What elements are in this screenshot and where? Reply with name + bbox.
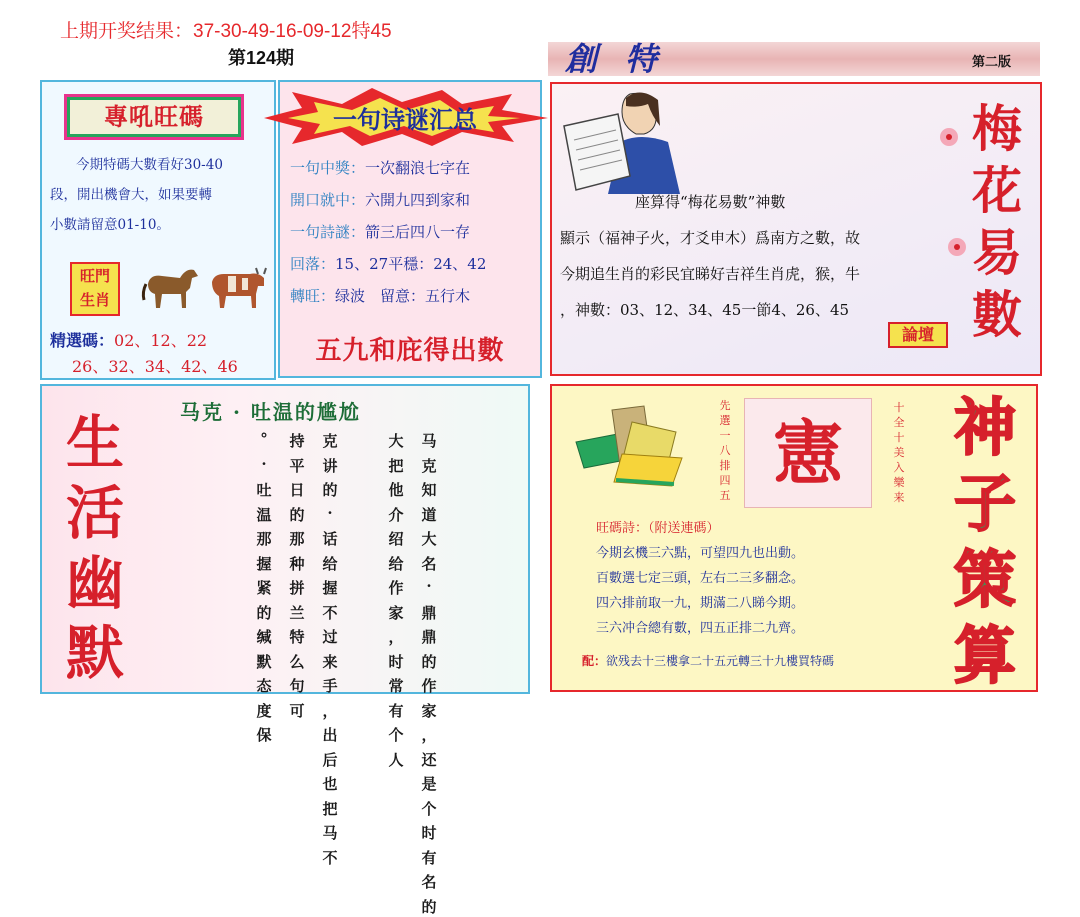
flower-icon [946, 236, 968, 258]
humor-char: ° [260, 430, 268, 448]
motto-char: 先 [719, 399, 731, 412]
humor-char: 时 [388, 652, 404, 671]
humor-char: 他 [388, 481, 404, 499]
humor-char: 名 [421, 554, 437, 573]
humor-char: 马 [421, 432, 437, 450]
humor-char: · [327, 503, 333, 522]
humor-char: 种 [289, 554, 305, 573]
text-line: 顯示（福神子火，才爻申木）爲南方之數，故 [560, 229, 861, 247]
humor-side-title: 生活幽默 [65, 409, 124, 687]
humor-char: 手 [322, 677, 338, 695]
humor-char: 后 [322, 750, 338, 769]
plum-numerology-text [560, 184, 950, 328]
humor-char: 出 [322, 726, 338, 744]
poem-row [290, 216, 540, 248]
humor-char: 的 [421, 652, 437, 671]
panel-poem-summary-title: 一句诗谜汇总 [333, 105, 477, 134]
divine-calc-poem [596, 516, 926, 641]
text-line: 段，開出機會大，如果要轉 [50, 187, 212, 203]
motto-char: 樂 [893, 476, 905, 489]
humor-char: 给 [322, 554, 338, 573]
poem-row-value: 箭三后四八一存 [365, 223, 471, 241]
humor-char: 有 [421, 848, 437, 867]
humor-char: 过 [322, 628, 338, 646]
humor-char: 鼎 [421, 603, 437, 622]
humor-char: 日 [289, 481, 305, 499]
humor-char: 话 [322, 530, 338, 548]
poem-row-label: 一句詩謎： [290, 223, 366, 241]
humor-char: 兰 [289, 603, 305, 622]
panel-hot-codes-title: 專吼旺碼 [70, 100, 238, 134]
humor-char: 不 [322, 848, 338, 867]
humor-char: · [261, 454, 267, 473]
poem-row-label: 回落： [290, 255, 336, 273]
divine-calc-side-title: 神子策算 [953, 391, 1016, 692]
humor-char: 个 [421, 799, 437, 818]
humor-char: 作 [388, 579, 404, 597]
humor-char: 保 [256, 726, 272, 744]
poem-line: 三六冲合總有數，四五正排二九齊。 [596, 621, 805, 636]
humor-char: 吐 [256, 481, 272, 499]
humor-char: 温 [256, 505, 272, 524]
humor-char: 是 [421, 775, 437, 793]
motto-char: 選 [719, 414, 731, 427]
horse-icon [140, 262, 202, 312]
motto-char: 来 [893, 491, 905, 504]
humor-char: 把 [388, 456, 404, 475]
poem-row-label: 轉旺： [290, 287, 336, 305]
badge-line: 旺門 [79, 267, 110, 285]
humor-char: 克 [322, 432, 338, 450]
humor-char: 态 [256, 677, 272, 695]
humor-char: 把 [322, 799, 338, 818]
humor-char: 不 [322, 603, 338, 622]
humor-char: 还 [421, 750, 437, 769]
selected-codes [50, 328, 276, 380]
humor-char: 马 [322, 824, 338, 842]
plum-numerology-side-title: 梅花易數 [972, 99, 1022, 344]
text-line: 座算得“梅花易數”神數 [560, 193, 786, 211]
humor-char: 讲 [322, 456, 338, 475]
motto-char: 入 [893, 461, 905, 474]
panel-hot-codes-text [50, 150, 272, 240]
humor-char: 的 [256, 603, 272, 622]
vertical-motto-left [718, 398, 732, 503]
humor-char: 个 [388, 726, 404, 744]
humor-char: 大 [421, 530, 437, 548]
humor-char: 道 [421, 505, 437, 524]
humor-char: 家 [421, 701, 437, 720]
motto-char: 四 [719, 474, 731, 487]
humor-char: 给 [388, 554, 404, 573]
text-line: 小數請留意01-10。 [50, 217, 170, 233]
humor-char: 那 [256, 530, 272, 548]
humor-char: 常 [388, 677, 404, 695]
humor-char: 的 [421, 897, 437, 916]
motto-char: 十 [893, 431, 905, 444]
humor-char: 可 [289, 701, 305, 720]
poem-row-value: 15、27平穩：24、42 [335, 255, 487, 273]
humor-char: 来 [322, 652, 338, 671]
humor-char: 么 [289, 652, 305, 671]
panel-hot-codes-title-box [64, 94, 244, 140]
books-icon [572, 402, 692, 492]
flower-icon [938, 126, 960, 148]
motto-char: 五 [719, 489, 731, 502]
poem-row-value: 六開九四到家和 [365, 191, 471, 209]
panel-poem-summary-footer: 五九和庇得出數 [315, 336, 505, 366]
humor-char: ， [322, 701, 338, 720]
poem-row [290, 280, 540, 312]
humor-char: 紧 [256, 579, 272, 597]
humor-char: 作 [421, 677, 437, 695]
humor-char: ， [421, 726, 437, 744]
text-line: 今期追生肖的彩民宜睇好吉祥生肖虎，猴，牛 [560, 265, 861, 283]
banner-version: 第二版 [972, 55, 1012, 70]
humor-char: 握 [256, 554, 272, 573]
humor-char: 持 [289, 432, 305, 450]
pei-text: 欲残去十三樓拿二十五元轉三十九樓買特碼 [606, 654, 835, 668]
poem-row [290, 152, 540, 184]
humor-char: 鼎 [421, 628, 437, 646]
text-line: ，神數：03、12、34、45一節4、26、45 [560, 301, 850, 319]
motto-char: 一 [719, 429, 731, 442]
humor-char: 人 [388, 750, 404, 769]
humor-char: 默 [256, 652, 272, 671]
humor-char: 缄 [256, 628, 272, 646]
vertical-motto-right [892, 400, 906, 505]
poem-row-value: 绿波 留意：五行木 [335, 287, 471, 305]
motto-char: 八 [719, 444, 731, 457]
humor-char: 介 [388, 505, 404, 524]
humor-char: 家 [388, 603, 404, 622]
motto-char: 排 [719, 459, 731, 472]
forum-tag: 論壇 [888, 322, 948, 348]
pei-line [582, 652, 834, 669]
humor-char: 平 [289, 456, 305, 475]
humor-char: 知 [421, 481, 437, 499]
humor-title: 马克 · 吐温的尴尬 [180, 400, 361, 424]
poem-head: 旺碼詩：（附送連碼） [596, 521, 720, 536]
banner-title: 創特 [565, 40, 686, 78]
poem-row-label: 一句中獎： [290, 159, 366, 177]
badge-line: 生肖 [79, 291, 110, 309]
humor-char: 那 [289, 530, 305, 548]
humor-char: 也 [322, 775, 338, 793]
motto-char: 十 [893, 401, 905, 414]
selected-codes-label: 精選碼： [50, 331, 115, 350]
humor-char: · [426, 577, 432, 595]
poem-line: 今期玄機三六點，可望四九也出動。 [596, 546, 805, 561]
humor-char: 克 [421, 456, 437, 475]
poem-row-label: 開口就中： [290, 191, 366, 209]
poem-row-value: 一次翻浪七字在 [365, 159, 471, 177]
motto-char: 全 [893, 416, 905, 429]
previous-result: 上期开奖结果：37-30-49-16-09-12特45 [60, 21, 392, 42]
divine-calc-center-char: 憲 [744, 398, 872, 508]
humor-char: 有 [388, 701, 404, 720]
humor-char: 度 [256, 701, 272, 720]
humor-char: 握 [322, 579, 338, 597]
text-line: 今期特碼大數看好30-40 [76, 157, 223, 173]
poem-line: 百數選七定三頭，左右二三多翻念。 [596, 571, 805, 586]
humor-char: 绍 [388, 530, 404, 548]
ox-icon [206, 262, 268, 312]
humor-char: 拼 [289, 579, 305, 597]
humor-char: 大 [388, 432, 404, 450]
selected-codes-row: 26、32、34、42、46 [72, 357, 238, 376]
motto-char: 美 [893, 446, 905, 459]
humor-char: 的 [289, 505, 305, 524]
humor-char: 句 [289, 677, 305, 695]
poem-line: 四六排前取一九，期滿二八睇今期。 [596, 596, 805, 611]
selected-codes-row: 02、12、22 [114, 331, 208, 350]
humor-char: 的 [322, 481, 338, 499]
zodiac-badge [70, 262, 120, 316]
reading-woman-icon [560, 86, 710, 196]
issue-number: 第124期 [228, 48, 295, 68]
humor-char: 时 [421, 824, 437, 842]
poem-row [290, 184, 540, 216]
pei-label: 配： [582, 654, 607, 668]
poem-row [290, 248, 540, 280]
humor-char: ， [388, 628, 404, 646]
poem-rows [290, 152, 540, 312]
humor-char: 名 [421, 873, 437, 891]
humor-char: 特 [289, 628, 305, 646]
